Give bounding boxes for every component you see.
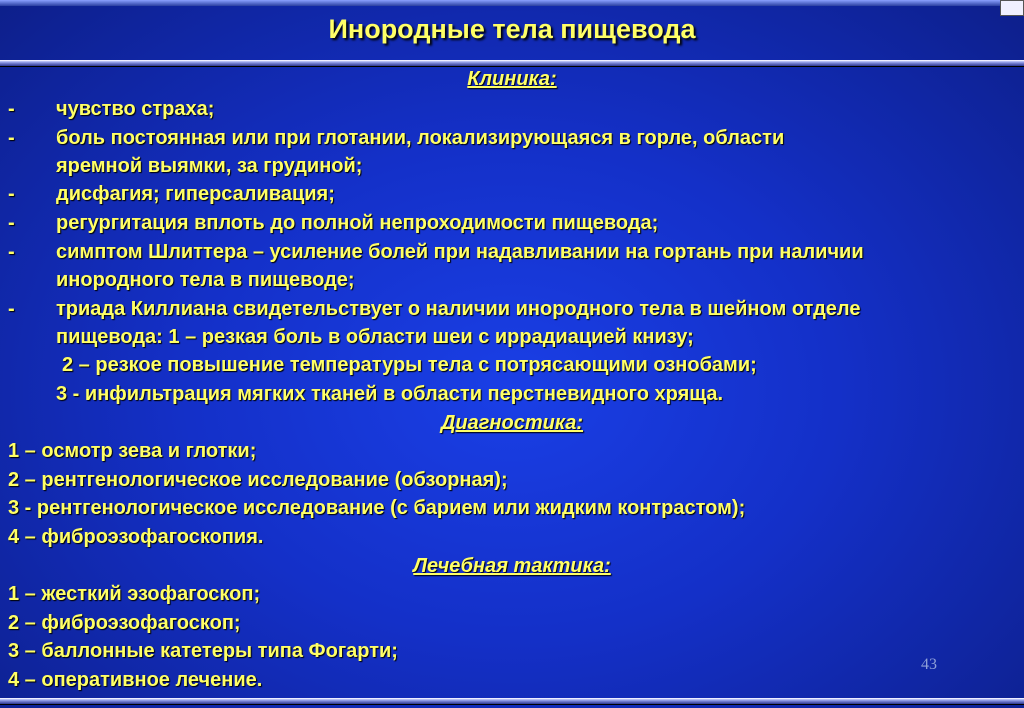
bullet-dash: - bbox=[8, 241, 15, 263]
clinic-item-text: симптом Шлиттера – усиление болей при надавливании на гортань при наличии bbox=[56, 241, 864, 263]
clinic-item-text: боль постоянная или при глотании, локализирующаяся в горле, области bbox=[56, 127, 785, 149]
diagnostics-item: 4 – фиброэзофагоскопия. bbox=[8, 526, 264, 548]
clinic-item-text: инородного тела в пищеводе; bbox=[56, 269, 355, 291]
heading-clinic: Клиника: bbox=[467, 68, 557, 90]
clinic-item-text: пищевода: 1 – резкая боль в области шеи с иррадиацией книзу; bbox=[56, 326, 694, 348]
diagnostics-item: 3 - рентгенологическое исследование (с барием или жидким контрастом); bbox=[8, 497, 746, 519]
diagnostics-item: 1 – осмотр зева и глотки; bbox=[8, 440, 257, 462]
slide-title: Инородные тела пищевода bbox=[328, 14, 696, 44]
diagnostics-item: 2 – рентгенологическое исследование (обзорная); bbox=[8, 469, 508, 491]
bullet-dash: - bbox=[8, 98, 15, 120]
clinic-item-text: 3 - инфильтрация мягких тканей в области перстневидного хряща. bbox=[56, 383, 724, 405]
heading-treatment: Лечебная тактика: bbox=[413, 555, 611, 577]
bullet-dash: - bbox=[8, 298, 15, 320]
clinic-item-text: 2 – резкое повышение температуры тела с потрясающими ознобами; bbox=[62, 354, 757, 376]
clinic-item-text: яремной выямки, за грудиной; bbox=[56, 155, 363, 177]
bullet-dash: - bbox=[8, 127, 15, 149]
treatment-item: 1 – жесткий эзофагоскоп; bbox=[8, 583, 261, 605]
bullet-dash: - bbox=[8, 212, 15, 234]
clinic-item-text: триада Киллиана свидетельствует о наличии инородного тела в шейном отделе bbox=[56, 298, 861, 320]
treatment-item: 3 – баллонные катетеры типа Фогарти; bbox=[8, 640, 398, 662]
clinic-item-text: дисфагия; гиперсаливация; bbox=[56, 183, 335, 205]
clinic-item-text: чувство страха; bbox=[56, 98, 215, 120]
clinic-item-text: регургитация вплоть до полной непроходимости пищевода; bbox=[56, 212, 659, 234]
bullet-dash: - bbox=[8, 183, 15, 205]
page-number: 43 bbox=[921, 656, 937, 673]
treatment-item: 4 – оперативное лечение. bbox=[8, 669, 263, 691]
title-divider bbox=[0, 60, 1024, 67]
treatment-item: 2 – фиброэзофагоскоп; bbox=[8, 612, 241, 634]
bottom-divider bbox=[0, 698, 1024, 705]
top-border bbox=[0, 0, 1024, 6]
heading-diagnostics: Диагностика: bbox=[440, 412, 584, 434]
